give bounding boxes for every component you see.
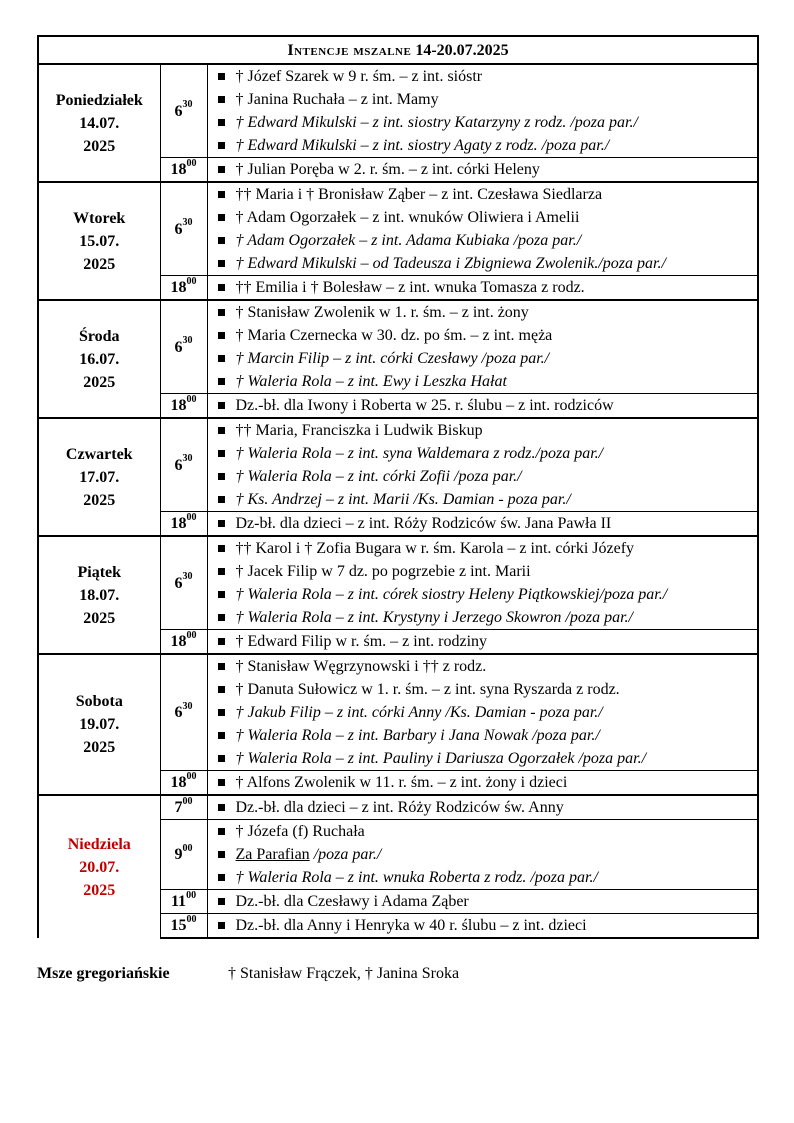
mass-hour: 6 bbox=[174, 102, 183, 120]
intention-item bbox=[208, 747, 758, 770]
intention-text-body: † Edward Mikulski – od Tadeusza i Zbigniewa Zwolenik./poza par./ bbox=[235, 255, 666, 272]
intention-text bbox=[236, 465, 522, 488]
intention-text-body: † Edward Filip w r. śm. – z int. rodziny bbox=[235, 633, 488, 650]
mass-row bbox=[38, 418, 758, 512]
intention-item bbox=[208, 134, 758, 157]
square-bullet-icon bbox=[218, 191, 225, 198]
mass-hour: 6 bbox=[174, 338, 183, 356]
square-bullet-icon bbox=[218, 450, 225, 457]
intention-item bbox=[208, 347, 758, 370]
mass-time bbox=[160, 795, 207, 820]
mass-hour: 18 bbox=[170, 161, 187, 178]
intentions-list bbox=[207, 795, 758, 820]
intention-text bbox=[236, 442, 604, 465]
day-name: Piątek bbox=[77, 563, 122, 581]
intentions-list bbox=[207, 276, 758, 301]
mass-time bbox=[160, 300, 207, 394]
square-bullet-icon bbox=[218, 898, 225, 905]
day-date: 19.07. bbox=[79, 716, 120, 733]
intention-item bbox=[208, 724, 758, 747]
mass-time bbox=[160, 771, 207, 796]
intention-item bbox=[208, 560, 758, 583]
intentions-list bbox=[207, 914, 758, 939]
intention-item bbox=[208, 537, 758, 560]
intention-text-body: Dz.-bł. dla dzieci – z int. Róży Rodziców św. Anny bbox=[235, 799, 564, 816]
square-bullet-icon bbox=[218, 686, 225, 693]
intention-text-body: † Alfons Zwolenik w 11. r. śm. – z int. żony i dzieci bbox=[235, 774, 568, 791]
day-label bbox=[38, 536, 160, 654]
intention-item bbox=[208, 252, 758, 275]
intention-item bbox=[208, 701, 758, 724]
intention-text-body: Dz.-bł. dla Anny i Henryka w 40 r. ślubu – z int. dzieci bbox=[235, 917, 587, 934]
intention-item bbox=[208, 65, 758, 88]
intention-text bbox=[236, 183, 603, 206]
intention-text bbox=[236, 655, 487, 678]
day-year: 2025 bbox=[83, 739, 116, 756]
intention-item bbox=[208, 276, 758, 299]
intentions-list bbox=[207, 890, 758, 914]
intentions-list bbox=[207, 536, 758, 630]
intention-item bbox=[208, 866, 758, 889]
mass-minutes: 30 bbox=[182, 571, 193, 583]
intentions-list bbox=[207, 394, 758, 419]
intention-text-body: † Adam Ogorzałek – z int. wnuków Oliwiera i Amelii bbox=[235, 209, 580, 226]
intention-text-body: †† Maria i † Bronisław Ząber – z int. Czesława Siedlarza bbox=[235, 186, 603, 203]
intention-text bbox=[236, 771, 568, 794]
square-bullet-icon bbox=[218, 663, 225, 670]
intention-text-body: † Waleria Rola – z int. wnuka Roberta z rodz. /poza par./ bbox=[235, 869, 598, 886]
intention-item bbox=[208, 771, 758, 794]
intention-text-body: †† Maria, Franciszka i Ludwik Biskup bbox=[235, 422, 483, 439]
intention-text bbox=[236, 560, 531, 583]
intention-text bbox=[236, 914, 587, 937]
intention-item bbox=[208, 394, 758, 417]
intention-item bbox=[208, 465, 758, 488]
intention-text bbox=[236, 606, 633, 629]
intention-text bbox=[236, 630, 488, 653]
mass-minutes: 00 bbox=[186, 275, 197, 287]
intention-text bbox=[236, 747, 647, 770]
mass-minutes: 00 bbox=[182, 842, 193, 854]
intention-text bbox=[236, 301, 529, 324]
intentions-list bbox=[207, 182, 758, 276]
intention-text-body: † Józefa (f) Ruchała bbox=[235, 823, 365, 840]
mass-hour: 18 bbox=[170, 515, 187, 532]
intention-text-body: † Waleria Rola – z int. córki Zofii /poza par./ bbox=[235, 468, 522, 485]
mass-hour: 11 bbox=[170, 893, 187, 910]
intention-text bbox=[236, 890, 469, 913]
mass-minutes: 00 bbox=[182, 795, 193, 807]
mass-hour: 18 bbox=[170, 397, 187, 414]
intention-text-body: † Julian Poręba w 2. r. śm. – z int. córki Heleny bbox=[235, 161, 540, 178]
intentions-list bbox=[207, 64, 758, 158]
intention-item bbox=[208, 890, 758, 913]
table-title bbox=[38, 36, 758, 64]
intention-text bbox=[236, 394, 614, 417]
intention-text-body: † Waleria Rola – z int. Krystyny i Jerzego Skowron /poza par./ bbox=[235, 609, 633, 626]
intention-text-body: Dz.-bł. dla Czesławy i Adama Ząber bbox=[235, 893, 469, 910]
intention-text-body: † Waleria Rola – z int. córek siostry Heleny Piątkowskiej/poza par./ bbox=[235, 586, 668, 603]
square-bullet-icon bbox=[218, 709, 225, 716]
square-bullet-icon bbox=[218, 804, 225, 811]
mass-hour: 9 bbox=[174, 846, 183, 863]
mass-hour: 6 bbox=[174, 704, 183, 721]
square-bullet-icon bbox=[218, 214, 225, 221]
square-bullet-icon bbox=[218, 755, 225, 762]
mass-time bbox=[160, 630, 207, 655]
intention-text bbox=[236, 583, 668, 606]
intention-text bbox=[236, 324, 553, 347]
gregorian-label: Msze gregoriańskie bbox=[37, 965, 170, 982]
mass-row bbox=[38, 182, 758, 276]
intention-item bbox=[208, 183, 758, 206]
mass-minutes: 30 bbox=[182, 700, 193, 712]
intention-text-body: † Marcin Filip – z int. córki Czesławy /poza par./ bbox=[235, 350, 550, 367]
intention-text bbox=[236, 701, 603, 724]
intention-item bbox=[208, 512, 758, 535]
square-bullet-icon bbox=[218, 496, 225, 503]
square-bullet-icon bbox=[218, 851, 225, 858]
square-bullet-icon bbox=[218, 237, 225, 244]
intention-item bbox=[208, 914, 758, 937]
intentions-list bbox=[207, 512, 758, 537]
day-name: Wtorek bbox=[73, 209, 126, 227]
mass-time bbox=[160, 418, 207, 512]
intention-text bbox=[236, 796, 564, 819]
mass-hour: 7 bbox=[174, 799, 183, 816]
intention-underlined-text: Za Parafian bbox=[235, 846, 310, 863]
intention-text-body: †† Karol i † Zofia Bugara w r. śm. Karola – z int. córki Józefy bbox=[235, 540, 635, 557]
intentions-list bbox=[207, 630, 758, 655]
square-bullet-icon bbox=[218, 473, 225, 480]
intention-item bbox=[208, 229, 758, 252]
square-bullet-icon bbox=[218, 591, 225, 598]
title-date-range: 14-20.07.2025 bbox=[415, 41, 509, 59]
intention-text-body: † Ks. Andrzej – z int. Marii /Ks. Damian - poza par./ bbox=[235, 491, 571, 508]
intentions-list bbox=[207, 418, 758, 512]
day-date: 16.07. bbox=[79, 350, 120, 368]
day-label bbox=[38, 182, 160, 300]
square-bullet-icon bbox=[218, 142, 225, 149]
mass-row bbox=[38, 300, 758, 394]
mass-minutes: 30 bbox=[182, 217, 193, 229]
square-bullet-icon bbox=[218, 828, 225, 835]
intention-item bbox=[208, 442, 758, 465]
mass-time bbox=[160, 890, 207, 914]
mass-minutes: 00 bbox=[186, 913, 197, 925]
intentions-table bbox=[37, 35, 759, 939]
intention-text-body: † Stanisław Zwolenik w 1. r. śm. – z int. żony bbox=[235, 304, 529, 321]
intention-text bbox=[236, 820, 365, 843]
mass-time bbox=[160, 394, 207, 419]
square-bullet-icon bbox=[218, 732, 225, 739]
intention-item bbox=[208, 583, 758, 606]
day-date: 18.07. bbox=[79, 586, 120, 604]
square-bullet-icon bbox=[218, 922, 225, 929]
square-bullet-icon bbox=[218, 119, 225, 126]
intention-item bbox=[208, 324, 758, 347]
day-label bbox=[38, 300, 160, 418]
intention-item bbox=[208, 158, 758, 181]
square-bullet-icon bbox=[218, 309, 225, 316]
intention-text-body: †† Emilia i † Bolesław – z int. wnuka Tomasza z rodz. bbox=[235, 279, 585, 296]
day-year: 2025 bbox=[83, 137, 116, 155]
intention-text-body: † Waleria Rola – z int. Ewy i Leszka Hałat bbox=[235, 373, 507, 390]
mass-hour: 6 bbox=[174, 456, 183, 474]
intention-text bbox=[236, 419, 483, 442]
day-name: Niedziela bbox=[67, 835, 131, 853]
mass-time bbox=[160, 276, 207, 301]
intentions-list bbox=[207, 300, 758, 394]
day-year: 2025 bbox=[83, 491, 116, 509]
intention-text-body: † Edward Mikulski – z int. siostry Katarzyny z rodz. /poza par./ bbox=[235, 114, 638, 131]
intention-text bbox=[236, 88, 439, 111]
intention-text-body: † Stanisław Węgrzynowski i †† z rodz. bbox=[235, 658, 487, 675]
intentions-list bbox=[207, 771, 758, 796]
mass-hour: 18 bbox=[170, 633, 187, 650]
intention-text bbox=[236, 724, 600, 747]
mass-hour: 6 bbox=[174, 574, 183, 592]
mass-minutes: 30 bbox=[182, 335, 193, 347]
intention-text bbox=[236, 111, 638, 134]
intention-text-body: † Waleria Rola – z int. Pauliny i Dariusza Ogorzałek /poza par./ bbox=[235, 750, 647, 767]
mass-time bbox=[160, 512, 207, 537]
mass-row bbox=[38, 795, 758, 820]
mass-row bbox=[38, 64, 758, 158]
intention-text bbox=[236, 512, 612, 535]
day-year: 2025 bbox=[83, 255, 116, 273]
intention-text-body: † Maria Czernecka w 30. dz. po śm. – z int. męża bbox=[235, 327, 553, 344]
square-bullet-icon bbox=[218, 427, 225, 434]
intention-text-body: † Edward Mikulski – z int. siostry Agaty z rodz. /poza par./ bbox=[235, 137, 610, 154]
day-year: 2025 bbox=[83, 609, 116, 627]
intentions-list bbox=[207, 654, 758, 771]
square-bullet-icon bbox=[218, 96, 225, 103]
day-date: 14.07. bbox=[79, 114, 120, 132]
square-bullet-icon bbox=[218, 568, 225, 575]
square-bullet-icon bbox=[218, 332, 225, 339]
mass-time bbox=[160, 654, 207, 771]
intention-item bbox=[208, 370, 758, 393]
intention-text-body: † Jacek Filip w 7 dz. po pogrzebie z int. Marii bbox=[235, 563, 531, 580]
intention-text-body: † Jakub Filip – z int. córki Anny /Ks. Damian - poza par./ bbox=[235, 704, 603, 721]
mass-minutes: 00 bbox=[186, 770, 197, 782]
day-label bbox=[38, 795, 160, 938]
day-year: 2025 bbox=[83, 881, 116, 899]
mass-time bbox=[160, 536, 207, 630]
mass-minutes: 00 bbox=[186, 511, 197, 523]
mass-minutes: 00 bbox=[186, 393, 197, 405]
intention-item bbox=[208, 796, 758, 819]
mass-hour: 18 bbox=[170, 279, 187, 296]
intention-text bbox=[236, 370, 507, 393]
intention-text bbox=[236, 678, 620, 701]
intention-text-body: † Janina Ruchała – z int. Mamy bbox=[235, 91, 439, 108]
day-year: 2025 bbox=[83, 373, 116, 391]
day-label bbox=[38, 654, 160, 795]
mass-time bbox=[160, 182, 207, 276]
square-bullet-icon bbox=[218, 73, 225, 80]
intention-text bbox=[236, 229, 582, 252]
intention-text-body: † Adam Ogorzałek – z int. Adama Kubiaka /poza par./ bbox=[235, 232, 582, 249]
intentions-list bbox=[207, 158, 758, 183]
square-bullet-icon bbox=[218, 355, 225, 362]
intention-text-body: /poza par./ bbox=[309, 846, 382, 863]
square-bullet-icon bbox=[218, 284, 225, 291]
mass-minutes: 30 bbox=[182, 99, 193, 111]
day-date: 17.07. bbox=[79, 468, 120, 486]
intention-item bbox=[208, 630, 758, 653]
square-bullet-icon bbox=[218, 402, 225, 409]
mass-row bbox=[38, 536, 758, 630]
day-name: Czwartek bbox=[65, 445, 133, 463]
day-label bbox=[38, 418, 160, 536]
square-bullet-icon bbox=[218, 874, 225, 881]
square-bullet-icon bbox=[218, 779, 225, 786]
mass-time bbox=[160, 64, 207, 158]
intention-item bbox=[208, 488, 758, 511]
intention-item bbox=[208, 111, 758, 134]
intention-text bbox=[236, 134, 610, 157]
intention-text-body: † Waleria Rola – z int. syna Waldemara z rodz./poza par./ bbox=[235, 445, 604, 462]
intention-text bbox=[236, 537, 635, 560]
intention-text bbox=[236, 347, 550, 370]
mass-intentions-sheet bbox=[37, 35, 757, 939]
square-bullet-icon bbox=[218, 638, 225, 645]
intention-item bbox=[208, 678, 758, 701]
intention-item bbox=[208, 419, 758, 442]
intention-text bbox=[236, 252, 666, 275]
mass-row bbox=[38, 654, 758, 771]
mass-time bbox=[160, 158, 207, 183]
intention-text-body: † Danuta Sułowicz w 1. r. śm. – z int. syna Ryszarda z rodz. bbox=[235, 681, 620, 698]
intention-text bbox=[236, 866, 598, 889]
day-label bbox=[38, 64, 160, 182]
intention-text bbox=[236, 65, 483, 88]
intention-text-body: Dz.-bł. dla Iwony i Roberta w 25. r. ślubu – z int. rodziców bbox=[235, 397, 614, 414]
mass-hour: 15 bbox=[170, 917, 187, 934]
mass-minutes: 00 bbox=[186, 157, 197, 169]
square-bullet-icon bbox=[218, 378, 225, 385]
gregorian-names: † Stanisław Frączek, † Janina Sroka bbox=[228, 965, 460, 982]
intentions-list bbox=[207, 820, 758, 890]
intention-text bbox=[236, 276, 585, 299]
intention-item bbox=[208, 88, 758, 111]
day-name: Środa bbox=[78, 327, 120, 345]
mass-hour: 18 bbox=[170, 774, 187, 791]
intention-text-body: Dz-bł. dla dzieci – z int. Róży Rodziców św. Jana Pawła II bbox=[235, 515, 612, 532]
square-bullet-icon bbox=[218, 520, 225, 527]
mass-minutes: 00 bbox=[186, 629, 197, 641]
mass-minutes: 30 bbox=[182, 453, 193, 465]
mass-time bbox=[160, 914, 207, 939]
intention-text bbox=[236, 206, 580, 229]
mass-hour: 6 bbox=[174, 220, 183, 238]
intention-item bbox=[208, 843, 758, 866]
mass-time bbox=[160, 820, 207, 890]
day-date: 20.07. bbox=[79, 858, 120, 876]
intention-item bbox=[208, 655, 758, 678]
day-name: Poniedziałek bbox=[55, 91, 143, 109]
gregorian-masses bbox=[37, 965, 459, 983]
intention-text bbox=[236, 488, 571, 511]
square-bullet-icon bbox=[218, 260, 225, 267]
intention-text bbox=[236, 158, 540, 181]
intention-text bbox=[236, 843, 382, 866]
day-name: Sobota bbox=[75, 693, 123, 710]
square-bullet-icon bbox=[218, 166, 225, 173]
intention-item bbox=[208, 820, 758, 843]
square-bullet-icon bbox=[218, 545, 225, 552]
intention-item bbox=[208, 206, 758, 229]
day-date: 15.07. bbox=[79, 232, 120, 250]
intention-item bbox=[208, 301, 758, 324]
intention-text-body: † Waleria Rola – z int. Barbary i Jana Nowak /poza par./ bbox=[235, 727, 600, 744]
intention-item bbox=[208, 606, 758, 629]
intention-text-body: † Józef Szarek w 9 r. śm. – z int. sióstr bbox=[235, 68, 483, 85]
square-bullet-icon bbox=[218, 614, 225, 621]
title-prefix: Intencje mszalne bbox=[287, 41, 412, 59]
mass-minutes: 00 bbox=[186, 889, 197, 901]
